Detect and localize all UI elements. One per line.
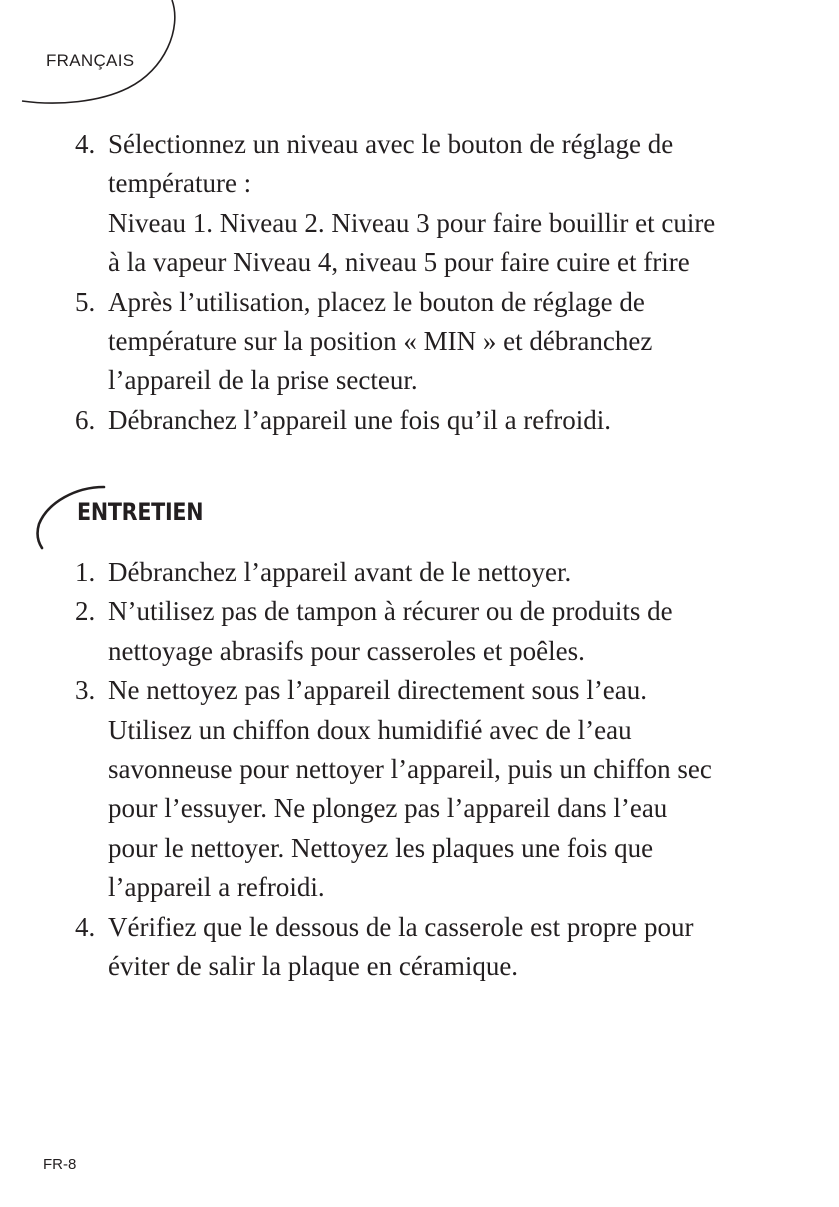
list-item-line: à la vapeur Niveau 4, niveau 5 pour faire cuire et frire: [108, 247, 690, 278]
list-item-number: 2.: [75, 596, 96, 627]
list-item-line: Débranchez l’appareil une fois qu’il a refroidi.: [108, 404, 612, 435]
list-item: [0, 671, 768, 907]
list-item-number: 1.: [75, 557, 96, 587]
list-item-number: 5.: [75, 286, 96, 317]
list-item-line: éviter de salir la plaque en céramique.: [108, 951, 519, 982]
list-item-line: pour l’essuyer. Ne plongez pas l’appareil dans l’eau: [108, 793, 668, 824]
list-item-line: pour le nettoyer. Nettoyez les plaques une fois que: [108, 832, 654, 863]
list-item-line: Ne nettoyez pas l’appareil directement sous l’eau.: [108, 675, 648, 706]
list-item-line: Après l’utilisation, placez le bouton de réglage de: [108, 286, 645, 317]
list-item-line: nettoyage abrasifs pour casseroles et poêles.: [108, 635, 585, 666]
list-item-number: 6.: [75, 404, 96, 435]
list-item-line: Débranchez l’appareil avant de le nettoyer.: [108, 557, 572, 587]
list-item-line: Vérifiez que le dessous de la casserole est propre pour: [108, 911, 694, 942]
list-item-line: l’appareil de la prise secteur.: [108, 365, 418, 396]
list-item-line: savonneuse pour nettoyer l’appareil, puis un chiffon sec: [108, 754, 712, 785]
section-heading: [36, 484, 296, 554]
list-item-number: 3.: [75, 675, 96, 706]
list-item: [0, 283, 768, 401]
list-item: [0, 125, 768, 283]
usage-steps-list: [0, 125, 768, 440]
section-title: ENTRETIEN: [77, 498, 204, 526]
language-tab: [0, 0, 190, 112]
list-item-line: N’utilisez pas de tampon à récurer ou de produits de: [108, 596, 673, 627]
list-item-line: température :: [108, 168, 252, 199]
language-label: FRANÇAIS: [46, 51, 135, 70]
list-item-line: température sur la position « MIN » et débranchez: [108, 326, 653, 357]
list-item-line: l’appareil a refroidi.: [108, 872, 325, 903]
list-item-line: Utilisez un chiffon doux humidifié avec de l’eau: [108, 714, 632, 745]
list-item: [0, 592, 768, 671]
page-number: FR-8: [43, 1156, 77, 1173]
list-item-number: 4.: [75, 911, 96, 942]
maintenance-steps-list: [0, 553, 768, 986]
list-item-line: Niveau 1. Niveau 2. Niveau 3 pour faire bouillir et cuire: [108, 207, 716, 238]
list-item-line: Sélectionnez un niveau avec le bouton de réglage de: [108, 129, 674, 159]
list-item: [0, 401, 768, 440]
list-item: [0, 908, 768, 987]
list-item: [0, 553, 768, 592]
list-item-number: 4.: [75, 129, 96, 159]
